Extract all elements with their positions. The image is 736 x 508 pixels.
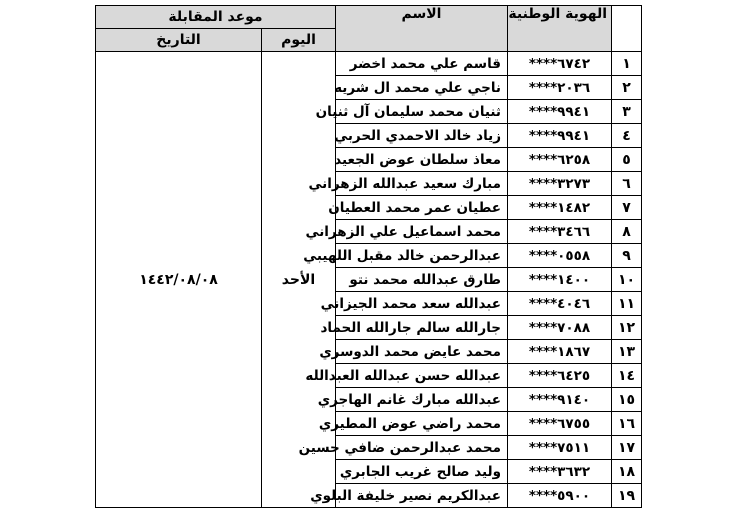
name-cell: معاذ سلطان عوض الجعيد (336, 148, 508, 172)
national-id-cell: ****٩٩٤١ (508, 124, 612, 148)
row-number: ١٠ (612, 268, 642, 292)
interview-date-header: موعد المقابلة (96, 6, 336, 29)
name-cell: زياد خالد الاحمدي الحربي (336, 124, 508, 148)
name-cell: قاسم علي محمد اخضر (336, 52, 508, 76)
national-id-cell: ****٦٤٢٥ (508, 364, 612, 388)
row-number: ١ (612, 52, 642, 76)
name-cell: عطيان عمر محمد العطيان (336, 196, 508, 220)
national-id-cell: ****٢٠٣٦ (508, 76, 612, 100)
national-id-cell: ****٣٤٦٦ (508, 220, 612, 244)
national-id-cell: ****٣٢٧٣ (508, 172, 612, 196)
row-number: ١٤ (612, 364, 642, 388)
name-cell: طارق عبدالله محمد نتو (336, 268, 508, 292)
date-header: التاريخ (96, 29, 262, 52)
name-cell: محمد عبدالرحمن ضافي حسين (336, 436, 508, 460)
national-id-header: الهوية الوطنية (508, 6, 612, 52)
header-row (96, 6, 642, 29)
name-cell: عبدالله حسن عبدالله العبدالله (336, 364, 508, 388)
row-number: ١٩ (612, 484, 642, 508)
row-number: ٩ (612, 244, 642, 268)
national-id-cell: ****٦٧٥٥ (508, 412, 612, 436)
name-cell: مبارك سعيد عبدالله الزهراني (336, 172, 508, 196)
name-cell: محمد عايض محمد الدوسري (336, 340, 508, 364)
national-id-cell: ****١٤٨٢ (508, 196, 612, 220)
name-cell: عبدالرحمن خالد مقبل اللهيبي (336, 244, 508, 268)
name-cell: محمد اسماعيل علي الزهراني (336, 220, 508, 244)
national-id-cell: ****٣٦٣٢ (508, 460, 612, 484)
national-id-cell: ****١٤٠٠ (508, 268, 612, 292)
schedule-day-cell: الأحد (262, 52, 336, 508)
national-id-cell: ****٥٩٠٠ (508, 484, 612, 508)
interview-schedule-table (95, 5, 642, 508)
row-number: ٦ (612, 172, 642, 196)
table-row (96, 52, 642, 76)
national-id-cell: ****٦٢٥٨ (508, 148, 612, 172)
row-number: ٣ (612, 100, 642, 124)
row-number: ١٦ (612, 412, 642, 436)
national-id-cell: ****٠٥٥٨ (508, 244, 612, 268)
row-number: ١١ (612, 292, 642, 316)
row-number: ١٨ (612, 460, 642, 484)
row-number: ١٣ (612, 340, 642, 364)
national-id-cell: ****٩١٤٠ (508, 388, 612, 412)
name-cell: عبدالكريم نصير خليفة البلوي (336, 484, 508, 508)
name-header: الاسم (336, 6, 508, 52)
index-header (612, 6, 642, 52)
name-cell: عبدالله مبارك غانم الهاجري (336, 388, 508, 412)
national-id-cell: ****٤٠٤٦ (508, 292, 612, 316)
name-cell: محمد راضي عوض المطيري (336, 412, 508, 436)
national-id-cell: ****٦٧٤٢ (508, 52, 612, 76)
name-cell: ناجي علي محمد ال شريه (336, 76, 508, 100)
day-header: اليوم (262, 29, 336, 52)
row-number: ٨ (612, 220, 642, 244)
name-cell: جارالله سالم جارالله الحماد (336, 316, 508, 340)
schedule-date-cell: ١٤٤٢/٠٨/٠٨ (96, 52, 262, 508)
name-cell: وليد صالح غريب الجابري (336, 460, 508, 484)
national-id-cell: ****٧٥١١ (508, 436, 612, 460)
name-cell: عبدالله سعد محمد الجيزاني (336, 292, 508, 316)
national-id-cell: ****٩٩٤١ (508, 100, 612, 124)
name-cell: ثنيان محمد سليمان آل ثنيان (336, 100, 508, 124)
row-number: ٢ (612, 76, 642, 100)
row-number: ١٧ (612, 436, 642, 460)
row-number: ٥ (612, 148, 642, 172)
national-id-cell: ****٧٠٨٨ (508, 316, 612, 340)
row-number: ١٢ (612, 316, 642, 340)
row-number: ١٥ (612, 388, 642, 412)
national-id-cell: ****١٨٦٧ (508, 340, 612, 364)
row-number: ٧ (612, 196, 642, 220)
row-number: ٤ (612, 124, 642, 148)
